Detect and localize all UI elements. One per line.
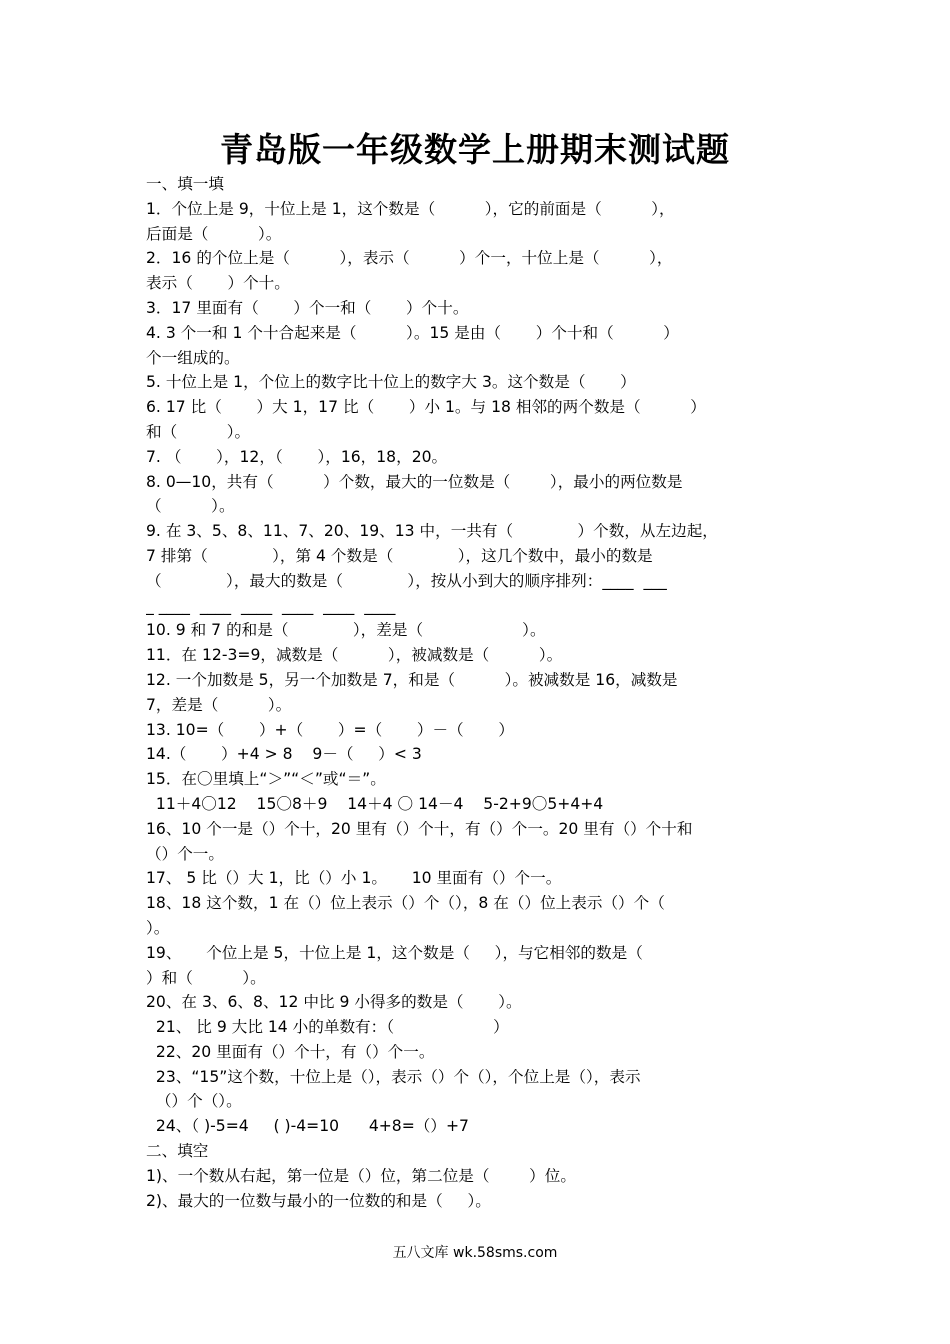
text-line: 4. 3 个一和 1 个十合起来是（ ）。15 是由（ ）个十和（ ） — [146, 323, 679, 342]
text-line: 22、20 里面有（）个十，有（）个一。 — [146, 1042, 435, 1061]
text-line: 10. 9 和 7 的和是（ ），差是（ ）。 — [146, 621, 546, 640]
text-line: 9. 在 3、5、8、11、7、20、19、13 中，一共有（ ）个数，从左边起， — [146, 522, 718, 541]
text-line: 13. 10=（ ）+（ ）=（ ）－（ ） — [146, 720, 514, 739]
text-line: 6. 17 比（ ）大 1，17 比（ ）小 1。与 18 相邻的两个数是（ ） — [146, 398, 706, 417]
text-line: 3．17 里面有（ ）个一和（ ）个十。 — [146, 298, 469, 317]
text-line: 23、“15”这个数，十位上是（），表示（）个（），个位上是（），表示 — [146, 1067, 641, 1086]
text-line: 20、在 3、6、8、12 中比 9 小得多的数是（ ）。 — [146, 993, 522, 1012]
text-line: ）和（ ）。 — [146, 968, 266, 987]
text-line: 12. 一个加数是 5，另一个加数是 7，和是（ ）。被减数是 16，减数是 — [146, 670, 678, 689]
text-line: 7 排第（ ），第 4 个数是（ ），这几个数中，最小的数是 — [146, 546, 653, 565]
text-line: 16、10 个一是（）个十，20 里有（）个十，有（）个一。20 里有（）个十和 — [146, 819, 693, 838]
text-line: 11＋4〇12 15〇8＋9 14＋4 〇 14－4 5-2+9〇5+4+4 — [146, 794, 604, 813]
text-line: （ ），最大的数是（ ），按从小到大的顺序排列：____ ___ — [146, 571, 667, 590]
page-footer: 五八文库 wk.58sms.com — [392, 1245, 558, 1261]
text-line: 18、18 这个数，1 在（）位上表示（）个（），8 在（）位上表示（）个（ — [146, 894, 665, 913]
text-line: 2)、最大的一位数与最小的一位数的和是（ ）。 — [146, 1191, 491, 1210]
text-line: 15．在〇里填上“＞”“＜”或“＝”。 — [146, 770, 386, 789]
text-line: 1．个位上是 9，十位上是 1，这个数是（ ），它的前面是（ ）， — [146, 199, 675, 218]
text-line: 后面是（ ）。 — [146, 224, 282, 243]
text-line: 和（ ）。 — [146, 422, 251, 441]
text-line: 19、 个位上是 5，十位上是 1，这个数是（ ），与它相邻的数是（ — [146, 943, 643, 962]
text-line: （）个一。 — [146, 844, 224, 863]
text-line: 7，差是（ ）。 — [146, 695, 292, 714]
text-line: 1)、一个数从右起，第一位是（）位，第二位是（ ）位。 — [146, 1166, 576, 1185]
text-line: 8. 0—10，共有（ ）个数，最大的一位数是（ ），最小的两位数是 — [146, 472, 683, 491]
exam-content — [146, 172, 810, 1213]
text-line: _ ____ ____ ____ ____ ____ ____ — [146, 596, 396, 615]
text-line: 11．在 12-3=9，减数是（ ），被减数是（ ）。 — [146, 646, 563, 665]
text-line: 24、（ )-5=4 ( )-4=10 4+8=（）+7 — [146, 1117, 469, 1136]
page-title: 青岛版一年级数学上册期末测试题 — [220, 130, 730, 169]
text-line: （）个（）。 — [146, 1092, 242, 1111]
text-line: 表示（ ）个十。 — [146, 274, 290, 293]
text-line: 2．16 的个位上是（ ），表示（ ）个一，十位上是（ ）， — [146, 249, 673, 268]
text-line: 5. 十位上是 1，个位上的数字比十位上的数字大 3。这个数是（ ） — [146, 373, 636, 392]
text-line: 17、 5 比（）大 1，比（）小 1。 10 里面有（）个一。 — [146, 869, 562, 888]
text-line: 一、填一填 — [146, 175, 224, 193]
text-line: （ ）。 — [146, 497, 235, 516]
text-line: 14.（ ）+4 > 8 9－（ ）< 3 — [146, 745, 422, 764]
text-line: 7. （ ），12，（ ），16，18，20。 — [146, 447, 448, 466]
text-line: 21、 比 9 大比 14 小的单数有：（ ） — [146, 1018, 509, 1037]
text-line: ）。 — [146, 918, 170, 937]
text-line: 个一组成的。 — [146, 348, 240, 367]
text-line: 二、填空 — [146, 1142, 209, 1161]
